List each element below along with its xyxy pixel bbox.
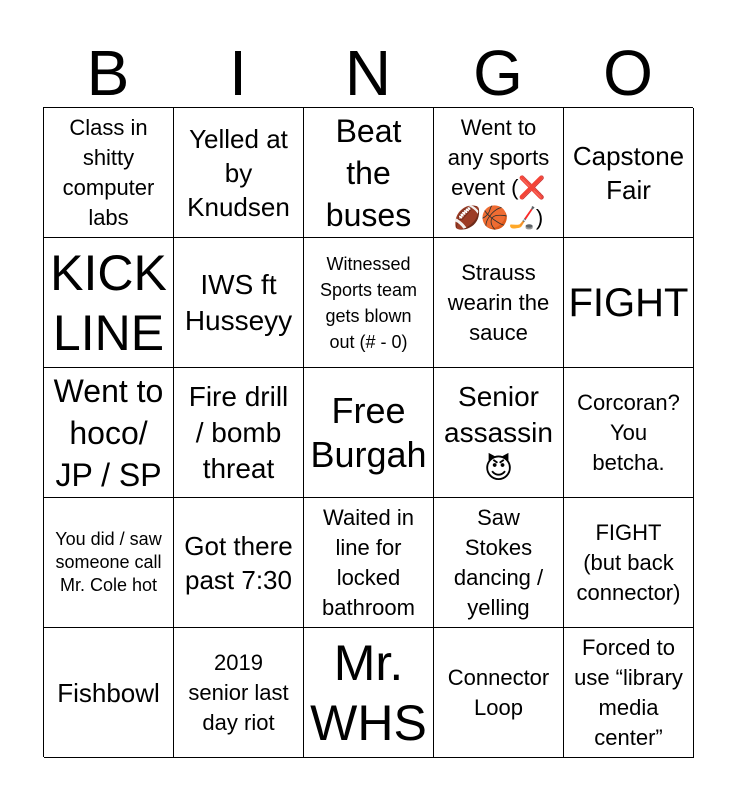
cell-text: Got there past 7:30 <box>184 530 293 595</box>
bingo-cell-n4[interactable] <box>304 498 434 628</box>
bingo-cell-n2[interactable] <box>304 238 434 368</box>
cell-text: You did / saw someone call Mr. Cole hot <box>55 529 162 595</box>
bingo-cell-i5[interactable] <box>174 628 304 758</box>
bingo-cell-o5[interactable] <box>564 628 694 758</box>
bingo-cell-i1[interactable] <box>174 108 304 238</box>
cell-text: FIGHT <box>568 280 689 325</box>
bingo-cell-g5[interactable] <box>434 628 564 758</box>
bingo-cell-n1[interactable] <box>304 108 434 238</box>
cell-text: IWS ft Husseyy <box>184 268 293 336</box>
bingo-cell-b5[interactable] <box>44 628 174 758</box>
cell-text: Class in shitty computer labs <box>62 114 155 230</box>
cell-text: Fire drill / bomb threat <box>188 380 289 484</box>
bingo-cell-i2[interactable] <box>174 238 304 368</box>
bingo-header <box>43 38 693 108</box>
cell-text: Went to hoco/ JP / SP <box>53 372 164 493</box>
bingo-cell-o4[interactable] <box>564 498 694 628</box>
cell-text: KICK LINE <box>50 244 167 361</box>
bingo-cell-g1[interactable] <box>434 108 564 238</box>
bingo-cell-o2[interactable] <box>564 238 694 368</box>
cell-text: Waited in line for locked bathroom <box>322 504 415 620</box>
bingo-cell-b1[interactable] <box>44 108 174 238</box>
bingo-cell-i4[interactable] <box>174 498 304 628</box>
bingo-cell-g3[interactable] <box>434 368 564 498</box>
bingo-cell-o1[interactable] <box>564 108 694 238</box>
header-letter-i: I <box>229 37 247 109</box>
header-letter-n: N <box>344 37 392 109</box>
bingo-cell-n5[interactable] <box>304 628 434 758</box>
bingo-cell-g4[interactable] <box>434 498 564 628</box>
cell-text: 2019 senior last day riot <box>188 649 289 735</box>
bingo-cell-g2[interactable] <box>434 238 564 368</box>
cell-text: Saw Stokes dancing / yelling <box>453 504 544 620</box>
cell-text: Strauss wearin the sauce <box>447 259 550 345</box>
cell-text: Beat the buses <box>325 112 412 233</box>
cell-text: Yelled at by Knudsen <box>187 123 290 222</box>
bingo-cell-b3[interactable] <box>44 368 174 498</box>
cell-text: FIGHT (but back connector) <box>576 519 681 605</box>
cell-text: Went to any sports event (❌ 🏈🏀🏒) <box>447 114 550 230</box>
cell-text: Witnessed Sports team gets blown out (# - 0) <box>319 253 418 352</box>
cell-text: Free Burgah <box>310 389 427 475</box>
bingo-grid <box>43 107 693 757</box>
bingo-cell-b2[interactable] <box>44 238 174 368</box>
bingo-cell-b4[interactable] <box>44 498 174 628</box>
header-letter-g: G <box>473 37 523 109</box>
cell-text: Capstone Fair <box>572 140 685 205</box>
cell-text: Mr. WHS <box>310 634 427 751</box>
cell-text: Senior assassin 😈 <box>444 380 553 484</box>
bingo-cell-o3[interactable] <box>564 368 694 498</box>
bingo-cell-n3[interactable] <box>304 368 434 498</box>
cell-text: Forced to use “library media center” <box>574 634 683 750</box>
cell-text: Corcoran? You betcha. <box>577 389 680 475</box>
bingo-cell-i3[interactable] <box>174 368 304 498</box>
header-letter-o: O <box>603 37 653 109</box>
cell-text: Connector Loop <box>447 664 550 720</box>
cell-text: Fishbowl <box>57 677 160 708</box>
header-letter-b: B <box>86 37 130 109</box>
